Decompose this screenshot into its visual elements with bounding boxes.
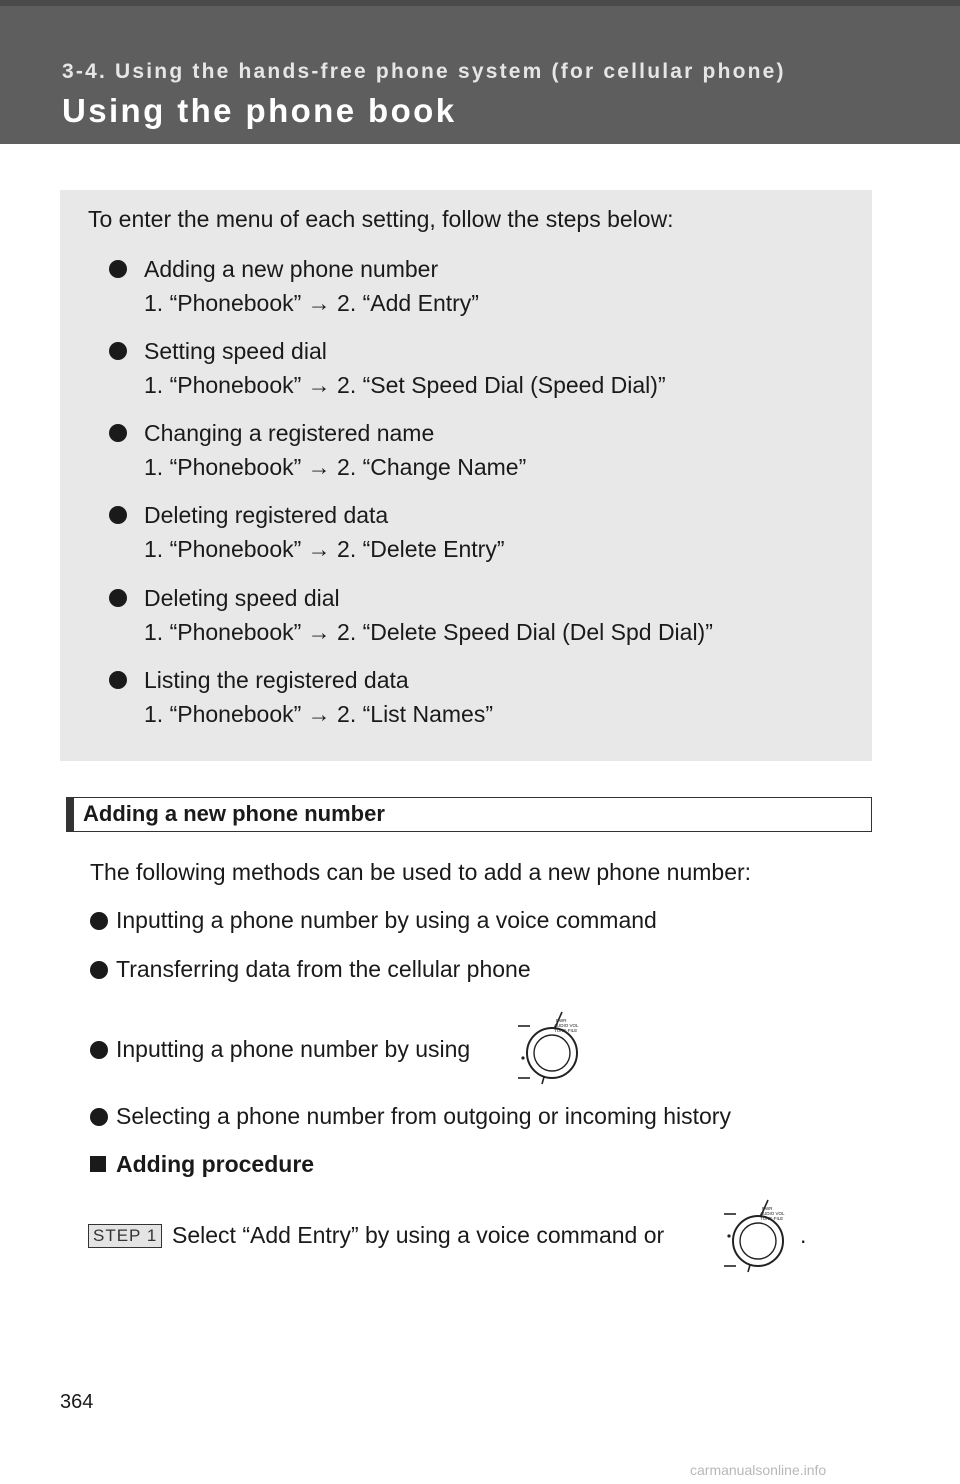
sub-heading [90, 1151, 314, 1178]
menu-item-label: Listing the registered data [144, 667, 409, 693]
menu-steps-box [60, 190, 872, 761]
sub-heading-text: Adding procedure [116, 1151, 315, 1177]
menu-item-label: Changing a registered name [144, 420, 435, 446]
bullet-icon [109, 424, 127, 442]
svg-text:PWR: PWR [556, 1018, 567, 1023]
menu-item-label: Deleting speed dial [144, 585, 340, 611]
method-item [90, 907, 657, 934]
step-text: Select “Add Entry” by using a voice command or [172, 1222, 665, 1248]
bullet-icon [90, 1041, 108, 1059]
menu-item-path: 1. “Phonebook” → 2. “Set Speed Dial (Speed Dial)” [144, 372, 666, 398]
svg-text:AUDIO VOL: AUDIO VOL [554, 1023, 579, 1028]
menu-item-path: 1. “Phonebook” → 2. “Change Name” [144, 454, 527, 480]
method-item [90, 1103, 731, 1130]
menu-item-path: 1. “Phonebook” → 2. “Delete Speed Dial (Del Spd Dial)” [144, 619, 713, 645]
menu-item-path: 1. “Phonebook” → 2. “Delete Entry” [144, 536, 505, 562]
method-text: Inputting a phone number by using a voice command [116, 907, 657, 933]
square-bullet-icon [90, 1156, 106, 1172]
method-text: Selecting a phone number from outgoing or incoming history [116, 1103, 731, 1129]
section-intro: The following methods can be used to add a new phone number: [90, 859, 752, 885]
svg-text:TUNE·FILE: TUNE·FILE [554, 1028, 578, 1033]
bullet-icon [109, 506, 127, 524]
bullet-icon [90, 961, 108, 979]
tune-file-knob-icon [512, 1008, 580, 1086]
method-text: Inputting a phone number by using [116, 1036, 471, 1062]
bullet-icon [109, 671, 127, 689]
bullet-icon [109, 342, 127, 360]
section-heading [66, 797, 872, 832]
svg-text:PWR: PWR [762, 1206, 773, 1211]
menu-item-delete-speed-dial [88, 581, 868, 649]
page-title: Using the phone book [62, 92, 457, 129]
bullet-icon [90, 912, 108, 930]
svg-text:AUDIO VOL: AUDIO VOL [760, 1211, 785, 1216]
page-header [0, 0, 960, 144]
svg-text:TUNE·FILE: TUNE·FILE [760, 1216, 784, 1221]
menu-item-label: Deleting registered data [144, 502, 389, 528]
menu-item-path: 1. “Phonebook” → 2. “Add Entry” [144, 290, 479, 316]
section-heading-mark [67, 798, 74, 831]
menu-item-label: Setting speed dial [144, 338, 327, 364]
menu-item-change-name [88, 416, 868, 484]
menu-steps-intro: To enter the menu of each setting, follow the steps below: [88, 206, 674, 232]
page-number: 364 [60, 1391, 94, 1413]
chapter-title: 3-4. Using the hands-free phone system (for cellular phone) [62, 60, 786, 83]
bullet-icon [109, 589, 127, 607]
header-top-strip [0, 0, 960, 6]
method-item [90, 1036, 470, 1063]
bullet-icon [109, 260, 127, 278]
method-item [90, 956, 531, 983]
bullet-icon [90, 1108, 108, 1126]
menu-item-label: Adding a new phone number [144, 256, 439, 282]
step-badge: STEP 1 [88, 1224, 162, 1248]
section-heading-text: Adding a new phone number [83, 801, 385, 826]
menu-item-add-entry [88, 252, 868, 320]
menu-item-list-names [88, 663, 868, 731]
menu-item-path: 1. “Phonebook” → 2. “List Names” [144, 701, 493, 727]
step-text-end: . [800, 1222, 807, 1248]
method-text: Transferring data from the cellular phone [116, 956, 531, 982]
watermark: carmanualsonline.info [690, 1462, 827, 1478]
tune-file-knob-icon [718, 1196, 786, 1274]
menu-item-speed-dial [88, 334, 868, 402]
menu-item-delete-entry [88, 498, 868, 566]
